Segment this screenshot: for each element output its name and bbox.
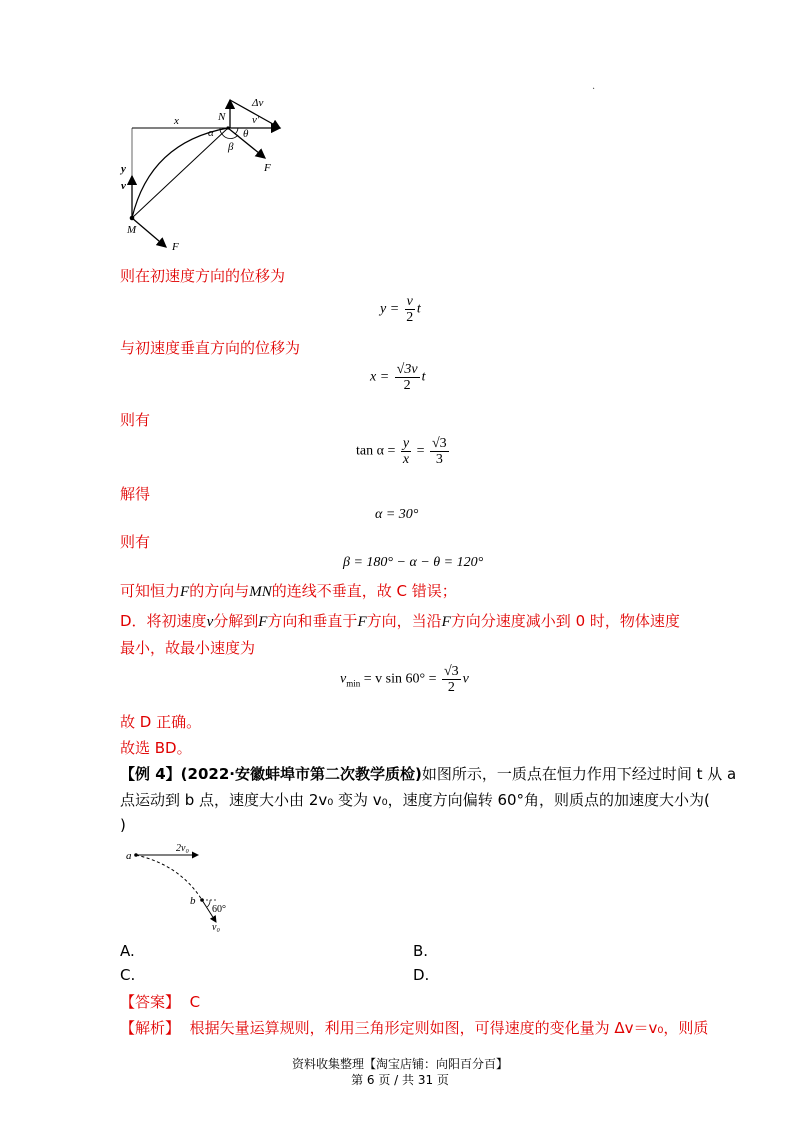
example-line-2: 点运动到 b 点，速度大小由 2v₀ 变为 v₀，速度方向偏转 60°角，则质点的加速度大小为( xyxy=(120,791,710,809)
example-source: (2022·安徽蚌埠市第二次教学质检) xyxy=(180,765,422,783)
label-M: M xyxy=(127,224,137,236)
label-2v0: 2v₀ xyxy=(176,843,189,854)
label-F-m: F xyxy=(172,241,179,253)
force-arrow-m xyxy=(132,218,166,247)
dashed-trajectory xyxy=(136,855,202,900)
equation-4: α = 30° xyxy=(375,507,419,522)
label-a: a xyxy=(126,850,132,862)
equation-1: y = $\frac{v}{2}$ t xyxy=(380,294,421,325)
stray-mark: · xyxy=(592,84,596,95)
option-c: C. xyxy=(120,966,136,984)
analysis-text: 根据矢量运算规则，利用三角形定则如图，可得速度的变化量为 Δv＝v₀，则质 xyxy=(189,1019,709,1037)
text-line-3: 则有 xyxy=(120,411,151,429)
equation-2: x = $\frac{√3v}{2}$ t xyxy=(370,362,426,393)
footer-page-number: 第 6 页 / 共 31 页 xyxy=(351,1073,449,1087)
label-b: b xyxy=(190,895,196,907)
example-tag: 【例 4】 xyxy=(120,765,181,783)
label-x: x xyxy=(174,115,179,127)
analysis-line xyxy=(120,1018,708,1038)
option-d: D. xyxy=(413,966,430,984)
text-line-1: 则在初速度方向的位移为 xyxy=(120,267,286,285)
text-line-7: D．将初速度v分解到F方向和垂直于F方向，当沿F方向分速度减小到 0 时，物体速度 xyxy=(120,612,680,630)
answer-tag: 【答案】 xyxy=(120,993,181,1011)
answer-line xyxy=(120,992,200,1012)
text-line-10: 故选 BD。 xyxy=(120,739,192,757)
label-vprime: v′ xyxy=(252,114,260,126)
footer-source: 资料收集整理【淘宝店铺：向阳百分百】 xyxy=(291,1057,508,1071)
figure-projectile-vectors xyxy=(110,92,310,257)
label-alpha: α xyxy=(208,127,214,139)
figure-motion-ab xyxy=(120,840,250,932)
label-y: y xyxy=(121,163,126,175)
equation-6: $v_{min} = v$ sin 60° = $\frac{√3}{2}$ v xyxy=(340,664,469,695)
equation-5: β = 180° − α − θ = 120° xyxy=(343,555,484,570)
example-line-1: 【例 4】(2022·安徽蚌埠市第二次教学质检)如图所示，一质点在恒力作用下经过时间 t 从 a xyxy=(120,765,737,783)
label-angle: 60° xyxy=(212,904,226,915)
label-beta: β xyxy=(228,141,234,153)
mn-chord xyxy=(132,128,228,218)
label-F-n: F xyxy=(264,162,271,174)
equation-3: tan α = $\frac{y}{x}$ = $\frac{√3}{3}$ xyxy=(356,436,447,467)
label-dv: Δv xyxy=(252,97,264,109)
text-line-5: 则有 xyxy=(120,533,151,551)
example-line-3: ) xyxy=(120,816,126,834)
option-a: A. xyxy=(120,942,135,960)
text-line-6: 可知恒力F的方向与MN的连线不垂直，故 C 错误； xyxy=(120,582,457,600)
label-v: v xyxy=(121,180,126,192)
label-N: N xyxy=(218,111,226,123)
option-b: B. xyxy=(413,942,429,960)
text-line-9: 故 D 正确。 xyxy=(120,713,202,731)
text-line-2: 与初速度垂直方向的位移为 xyxy=(120,339,301,357)
label-v0: v₀ xyxy=(212,922,220,932)
text-line-8: 最小，故最小速度为 xyxy=(120,639,256,657)
analysis-tag: 【解析】 xyxy=(120,1019,181,1037)
label-theta: θ xyxy=(243,128,249,140)
text-line-4: 解得 xyxy=(120,485,151,503)
answer-value: C xyxy=(189,993,201,1011)
